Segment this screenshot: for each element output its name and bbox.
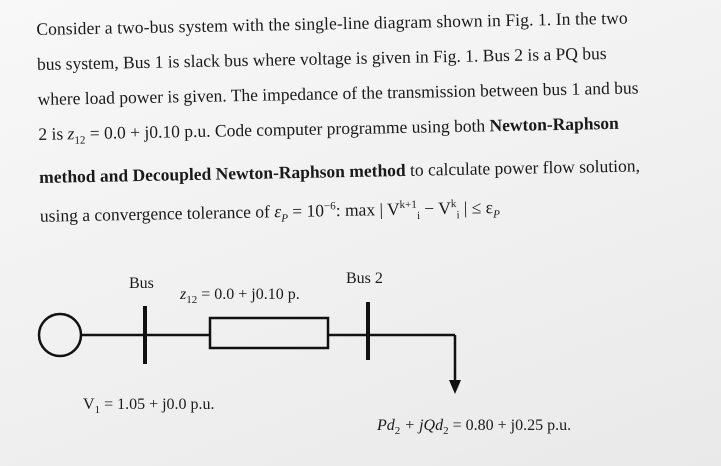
max-expression: : max | V (335, 198, 400, 220)
line5-rest: to calculate power flow solution, (405, 154, 641, 180)
bus1-label: Bus (129, 275, 154, 292)
tolerance-exponent: −6 (323, 199, 336, 213)
v2-subscript: i (456, 208, 460, 221)
problem-statement (36, 0, 716, 241)
problem-line-2: bus system, Bus 1 is slack bus where voltage is given in Fig. 1. Bus 2 is a PQ bus (36, 43, 607, 74)
v1-symbol: V (83, 396, 95, 413)
bus2-label: Bus 2 (346, 270, 383, 287)
load-value: = 0.80 + j0.25 p.u. (448, 417, 572, 434)
load-pd-symbol: Pd (377, 417, 395, 434)
diagram-z-symbol: z (180, 286, 187, 303)
tolerance-end: | ≤ ε (459, 196, 494, 218)
bus2-load-label (377, 417, 571, 437)
diagram-z-subscript: 12 (186, 294, 198, 306)
tolerance-value: = 10 (287, 199, 325, 221)
v1-value: = 1.05 + j0.0 p.u. (100, 396, 215, 413)
method-name-part1: Newton-Raphson (489, 112, 619, 136)
load-qd-subscript: 2 (443, 425, 449, 437)
line-impedance-box (210, 318, 328, 348)
load-qd-symbol: + jQd (400, 417, 444, 434)
load-pd-subscript: 2 (394, 425, 401, 437)
impedance-subscript: 12 (74, 134, 86, 147)
generator-symbol (39, 314, 81, 356)
single-line-diagram (0, 260, 721, 466)
impedance-symbol: z (67, 123, 75, 144)
v-superscript: k+1 (399, 198, 417, 211)
method-name-part2: method and Decoupled Newton-Raphson method (38, 159, 406, 187)
v-subscript: i (416, 209, 421, 222)
epsilon-subscript: P (281, 212, 289, 225)
line6-start: using a convergence tolerance of (39, 200, 275, 226)
diagram-z-value: = 0.0 + j0.10 p. (197, 286, 300, 303)
minus-v: − V (419, 197, 452, 218)
epsilon-symbol: ε (274, 200, 282, 221)
epsilon-end-subscript: P (493, 207, 501, 221)
load-arrow-icon (449, 380, 461, 394)
problem-line-1: Consider a two-bus system with the single-line diagram shown in Fig. 1. In the two (36, 7, 628, 39)
v1-subscript: 1 (94, 404, 101, 416)
line4-start: 2 is (38, 123, 68, 144)
problem-line-3: where load power is given. The impedance of the transmission between bus 1 and bus (37, 77, 639, 109)
impedance-value: = 0.0 + j0.10 p.u. Code computer programme using both (85, 115, 490, 144)
v2-superscript: k (450, 197, 457, 210)
line-impedance-label (180, 286, 300, 306)
bus1-voltage-label (83, 396, 215, 416)
